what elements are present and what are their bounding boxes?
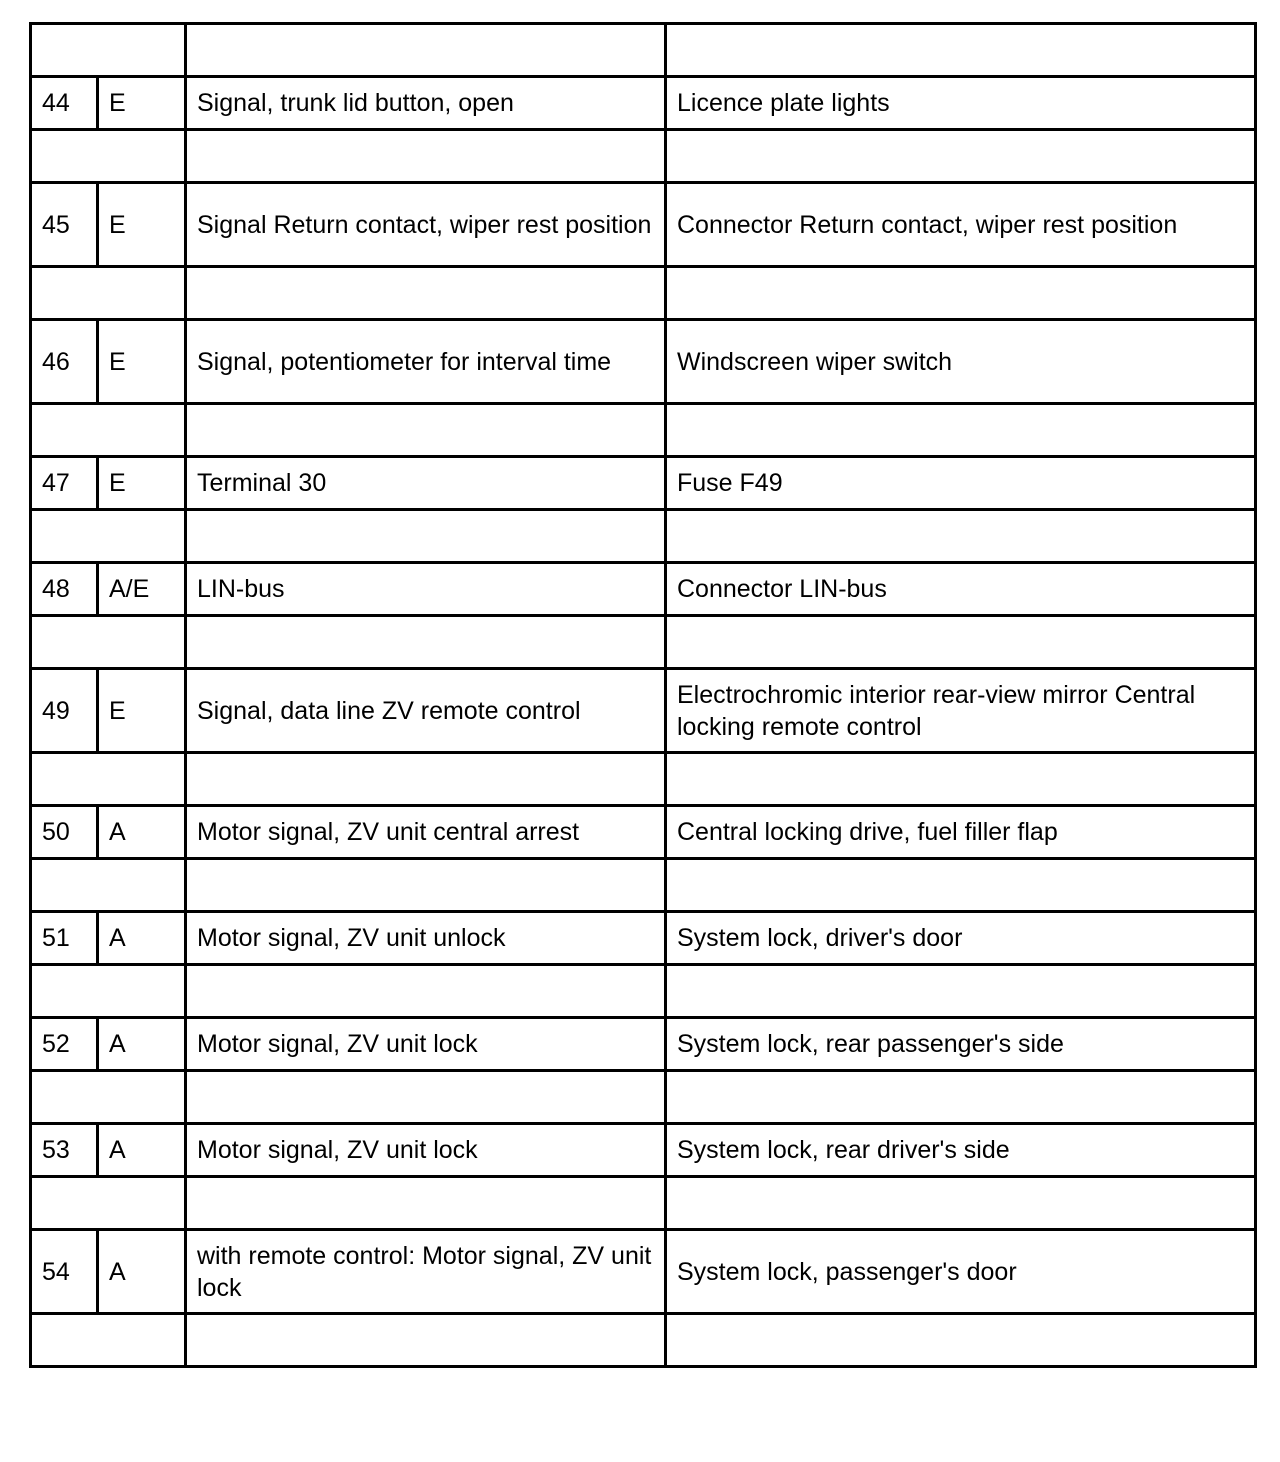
- signal-type: E: [98, 457, 186, 510]
- spacer-row: [31, 1071, 1256, 1124]
- signal-description: LIN-bus: [186, 563, 666, 616]
- table-row: [31, 1230, 1256, 1314]
- connection-description: Connector LIN-bus: [666, 563, 1256, 616]
- pin-number: 46: [31, 320, 98, 404]
- signal-description: Signal, data line ZV remote control: [186, 669, 666, 753]
- pin-number: 44: [31, 77, 98, 130]
- pin-number: 47: [31, 457, 98, 510]
- spacer-row: [31, 859, 1256, 912]
- table-row: [31, 806, 1256, 859]
- signal-description: Signal Return contact, wiper rest position: [186, 183, 666, 267]
- signal-type: E: [98, 669, 186, 753]
- pin-number: 48: [31, 563, 98, 616]
- signal-description: Signal, trunk lid button, open: [186, 77, 666, 130]
- signal-description: Motor signal, ZV unit lock: [186, 1018, 666, 1071]
- pin-number: 50: [31, 806, 98, 859]
- signal-type: E: [98, 320, 186, 404]
- signal-type: E: [98, 77, 186, 130]
- pin-number: 49: [31, 669, 98, 753]
- table-row: [31, 1018, 1256, 1071]
- table-row: [31, 457, 1256, 510]
- connection-description: Windscreen wiper switch: [666, 320, 1256, 404]
- pin-number: 54: [31, 1230, 98, 1314]
- signal-type: A: [98, 806, 186, 859]
- spacer-row: [31, 404, 1256, 457]
- signal-type: A: [98, 1124, 186, 1177]
- signal-type: A: [98, 912, 186, 965]
- table-row: [31, 1124, 1256, 1177]
- spacer-row: [31, 510, 1256, 563]
- table-row: [31, 669, 1256, 753]
- signal-description: Motor signal, ZV unit central arrest: [186, 806, 666, 859]
- signal-description: Motor signal, ZV unit unlock: [186, 912, 666, 965]
- signal-type: E: [98, 183, 186, 267]
- connection-description: Electrochromic interior rear-view mirror Central locking remote control: [666, 669, 1256, 753]
- spacer-row: [31, 267, 1256, 320]
- connection-description: Fuse F49: [666, 457, 1256, 510]
- spacer-row: [31, 130, 1256, 183]
- connection-description: Connector Return contact, wiper rest position: [666, 183, 1256, 267]
- table-row: [31, 320, 1256, 404]
- connection-description: System lock, driver's door: [666, 912, 1256, 965]
- table-row: [31, 563, 1256, 616]
- spacer-row: [31, 24, 1256, 77]
- connection-description: System lock, passenger's door: [666, 1230, 1256, 1314]
- pin-number: 51: [31, 912, 98, 965]
- pin-number: 45: [31, 183, 98, 267]
- signal-type: A: [98, 1018, 186, 1071]
- signal-description: Motor signal, ZV unit lock: [186, 1124, 666, 1177]
- connection-description: System lock, rear driver's side: [666, 1124, 1256, 1177]
- pin-number: 53: [31, 1124, 98, 1177]
- connection-description: Central locking drive, fuel filler flap: [666, 806, 1256, 859]
- spacer-row: [31, 1177, 1256, 1230]
- spacer-row: [31, 753, 1256, 806]
- signal-description: Signal, potentiometer for interval time: [186, 320, 666, 404]
- table-row: [31, 77, 1256, 130]
- table-row: [31, 912, 1256, 965]
- table-row: [31, 183, 1256, 267]
- signal-description: Terminal 30: [186, 457, 666, 510]
- spacer-row: [31, 616, 1256, 669]
- spacer-row: [31, 1314, 1256, 1367]
- connection-description: Licence plate lights: [666, 77, 1256, 130]
- pin-assignment-table: [29, 22, 1257, 1368]
- connection-description: System lock, rear passenger's side: [666, 1018, 1256, 1071]
- signal-description: with remote control: Motor signal, ZV unit lock: [186, 1230, 666, 1314]
- pin-number: 52: [31, 1018, 98, 1071]
- signal-type: A: [98, 1230, 186, 1314]
- signal-type: A/E: [98, 563, 186, 616]
- spacer-row: [31, 965, 1256, 1018]
